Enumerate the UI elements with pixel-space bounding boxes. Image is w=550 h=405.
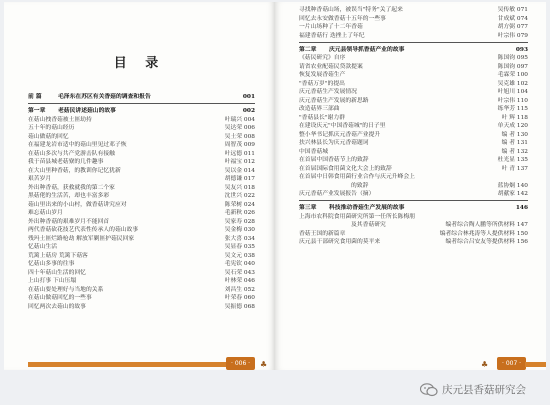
toc-entry-row[interactable] [299,221,528,230]
entry-author-page [225,184,255,193]
entry-author-page [498,32,528,41]
entry-page-number: 104 [516,89,528,95]
entry-page-number: 009 [243,142,255,148]
entry-title: 上海市农科院食用菌研究所第一任所长陈梅朋 [299,213,415,220]
entry-page-number: 115 [516,106,528,112]
entry-author-page [502,148,528,157]
entry-author: 练华芳 [497,106,516,112]
entry-title: 整小华书记抓庆元香菇产业提升 [299,131,381,138]
entry-page-number: 074 [516,15,528,22]
entry-author: 毛新秋 [224,210,243,216]
toc-entry-row[interactable] [28,252,255,261]
entry-title: 在首届中日韩食用菌行业合作与庆元升峰会上 [299,174,415,180]
entry-title: 庆元香菇生产发展的新思路 [299,97,369,104]
book-spread [4,2,546,370]
entry-author-page [440,230,528,239]
entry-title: 外出种香菇的艰难岁月不能回首 [28,218,110,225]
entry-title: 四十年菇山生活的回忆 [28,269,86,276]
entry-author: 叶远德 [224,150,243,157]
entry-page-number: 100 [516,72,528,78]
toc-chapter-row[interactable] [28,107,255,116]
entry-author: 胡德谦 [224,176,243,182]
entry-author: 甘成斌 [497,15,516,22]
entry-author-page [225,150,255,159]
entry-author-page [225,260,255,269]
entry-author-page [225,294,255,303]
entry-title: 外出种香菇，获救就我的第二个家 [28,184,115,191]
right-footer-bar [525,362,546,367]
entry-author: 编 者 [501,140,516,146]
entry-title: 难忘菇山岁月 [28,210,63,216]
entry-title: 寻找种香菇山场，被误当"特务"关了起来 [299,7,403,13]
toc-chapter-row[interactable] [299,204,528,213]
wechat-watermark [420,378,526,400]
toc-entry-row[interactable] [28,167,255,176]
right-toc-list [299,6,528,247]
left-footer-bar [28,362,234,367]
entry-author: 吴达荣 [224,125,243,131]
entry-author-page [225,124,255,133]
toc-chapter-row[interactable] [28,93,255,102]
entry-author: 吴文元 [224,252,243,259]
entry-title: 《菇民研究》自序 [299,55,346,61]
toc-entry-row[interactable] [299,80,528,89]
entry-title: "香菇县长"谢力群 [299,114,345,121]
toc-entry-row[interactable] [28,184,255,193]
entry-title: 在福建龙岩市适中的菇山里见过邓子恢 [28,142,127,148]
entry-page-number: 006 [243,125,255,131]
entry-title: 忆菇山多事的往事 [28,261,75,267]
chapter-title: 科技推动香菇生产发展的故事 [329,205,405,211]
entry-author: 陈国钧 [497,63,516,70]
entry-author-page [498,97,528,106]
toc-entry-row[interactable] [299,15,528,24]
toc-entry-row[interactable] [28,150,255,159]
left-toc-list [28,93,255,311]
entry-author: 吴振德 [224,303,243,310]
entry-title: 菇山里出来的小山村，做香菇讲究应对 [28,201,127,208]
entry-page-number: 028 [243,218,255,225]
entry-author: 蓝协炯 [497,182,516,189]
entry-author-page [498,190,528,199]
entry-page-number: 077 [516,24,528,30]
toc-entry-row[interactable] [299,97,528,106]
entry-author: 陈国钧 [497,55,516,61]
entry-author-page [225,201,255,210]
toc-entry-row[interactable] [28,158,255,167]
entry-author: 编者综合吕安友等提供材料 [445,239,516,245]
entry-title: 在首届国际食用菌文化大会上的致辞 [299,165,392,172]
entry-page-number: 130 [516,131,528,138]
entry-title: 在建设庆元"中国香菇城"的日子里 [299,123,386,129]
entry-author: 毛宪钦 [224,261,243,267]
toc-entry-row[interactable] [28,124,255,133]
toc-entry-row[interactable] [28,218,255,227]
entry-page-number: 068 [243,303,255,310]
entry-page-number: 030 [243,227,255,233]
entry-author-page [498,63,528,72]
entry-author-page [502,114,528,123]
toc-entry-row[interactable] [299,114,528,123]
entry-title: 恢复发展香菇生产 [299,72,346,78]
toc-title: 目 录 [113,56,166,71]
toc-entry-row[interactable] [28,133,255,142]
toc-entry-row[interactable] [28,201,255,210]
entry-title: 庆元县干部研究食用菌的莫平来 [299,239,381,245]
entry-title: 在大山里种香菇，的教训你记忆犹新 [28,167,121,174]
toc-entry-row[interactable] [28,260,255,269]
entry-page-number: 012 [243,159,255,165]
toc-entry-row[interactable] [28,269,255,278]
toc-entry-row[interactable] [28,286,255,295]
toc-entry-row[interactable] [299,88,528,97]
entry-author: 编者综合林兆涛等人提供材料 [439,230,516,237]
entry-author: 吴家寿 [224,218,243,225]
entry-page-number: 146 [515,205,528,211]
toc-entry-row[interactable] [299,238,528,247]
entry-page-number: 118 [516,114,528,121]
entry-page-number: 102 [516,80,528,87]
entry-page-number: 131 [516,140,528,146]
entry-page-number: 038 [243,252,255,259]
toc-entry-row[interactable] [299,173,528,182]
toc-entry-row[interactable] [28,243,255,252]
entry-page-number: 079 [516,32,528,39]
toc-entry-row[interactable] [299,165,528,174]
chapter-number: 前 篇 [28,94,42,100]
entry-page-number: 004 [243,116,255,123]
toc-entry-row[interactable] [299,148,528,157]
chapter-title: 毛泽东在苏区有关香菇的调查和报告 [58,94,151,100]
left-page-number: · 006 · [226,357,255,370]
entry-author: 叶荣春 [224,295,243,301]
entry-author-page [225,133,255,142]
entry-author: 胡献家 [497,191,516,197]
mushroom-icon: ♣ [260,360,268,369]
entry-title: 菇山做菇的回忆 [28,133,69,140]
entry-author: 编 者 [501,131,516,138]
entry-author-page [502,131,528,140]
toc-entry-row[interactable] [299,63,528,72]
toc-entry-row[interactable] [299,6,528,15]
entry-page-number: 014 [243,167,255,174]
entry-page-number: 040 [243,261,255,267]
entry-author-page [225,175,255,184]
entry-author: 单天成 [497,123,516,129]
chapter-number: 第二章 [299,46,317,53]
entry-author-page [498,88,528,97]
toc-entry-row[interactable] [28,209,255,218]
entry-author: 吴显春 [224,244,243,250]
entry-author-page [225,218,255,227]
entry-page-number: 001 [242,94,255,100]
entry-title: 请省农业配菇民贷款提案 [299,63,363,70]
chapter-number: 第三章 [299,205,317,211]
entry-author-page [225,226,255,235]
chapter-number: 第一章 [28,108,46,114]
entry-page-number: 046 [243,278,255,284]
entry-page-number: 043 [243,269,255,276]
entry-author-page [498,80,528,89]
entry-page-number: 120 [516,123,528,129]
entry-author: 叶宗伟 [497,97,516,104]
entry-author: 叶 青 [501,165,516,172]
toc-entry-row[interactable] [299,131,528,140]
entry-author: 叶福宝 [224,159,243,165]
chapter-title: 老菇民讲述菇山的故事 [58,108,116,114]
entry-page-number: 071 [516,7,528,13]
entry-page-number: 034 [243,235,255,242]
toc-entry-row[interactable] [299,105,528,114]
toc-entry-row[interactable] [28,192,255,201]
entry-page-number: 150 [516,230,528,237]
toc-entry-row[interactable] [299,230,528,239]
section-divider [299,42,528,43]
entry-title: "香菇万岁"的提出 [299,80,345,87]
toc-entry-row[interactable] [299,213,528,222]
entry-title: 艰苦岁月 [28,176,52,182]
entry-title: 在菇山要处理好与当地的关系 [28,286,104,293]
entry-author-page [446,238,529,247]
right-page [275,2,546,370]
toc-entry-row[interactable] [299,71,528,80]
entry-title: 在菇山多次与共产党游击队有接触 [28,150,115,157]
entry-author-page [498,54,528,63]
entry-page-number: 060 [243,295,255,301]
toc-entry-row[interactable] [299,122,528,131]
entry-author-page [516,204,528,213]
wechat-icon [420,382,438,396]
entry-title: 在首届中国香菇节上的致辞 [299,157,369,163]
entry-title: 在菇山拽香菇被土匪劫持 [28,116,92,123]
entry-author: 胡方弼 [497,24,516,30]
entry-author-page [225,286,255,295]
entry-page-number: 095 [516,55,528,61]
entry-page-number: 110 [516,97,528,104]
entry-title: 一片山场种了十二年香菇 [299,24,363,30]
entry-author-page [225,116,255,125]
entry-page-number: 011 [243,150,255,157]
entry-author-page [225,252,255,261]
entry-title: 回忆两次去菇山的故事 [28,303,86,310]
toc-entry-row[interactable] [299,139,528,148]
entry-author: 叶 辉 [501,114,516,121]
entry-title: 扶兴林县长为庆元香菇题词 [299,140,369,146]
toc-entry-row[interactable] [28,303,255,312]
entry-page-number: 018 [243,184,255,191]
entry-page-number: 132 [516,148,528,155]
entry-page-number: 026 [243,210,255,216]
entry-page-number: 097 [516,63,528,70]
toc-entry-row[interactable] [299,32,528,41]
entry-author-page [498,71,528,80]
section-divider [28,103,255,104]
entry-title: 上山打事 下山压塌 [28,278,77,284]
entry-author-page [225,303,255,312]
watermark-label: 庆元县香菇研究会 [442,383,526,396]
entry-title: 及其香菇研究 [351,222,386,228]
toc-entry-row[interactable] [28,116,255,125]
entry-author-page [243,107,255,116]
entry-author-page [498,156,528,165]
entry-author: 毛霖荣 [497,72,516,78]
toc-entry-row[interactable] [299,190,528,199]
entry-author: 叶瑞兴 [224,116,243,123]
entry-author: 吴友兴 [224,184,243,191]
entry-title: 五十年的菇山经历 [28,125,75,131]
entry-title: 中国香菇城 [299,148,328,155]
entry-author: 编 者 [501,148,516,155]
entry-author: 叶宗伟 [497,32,516,39]
entry-author: 沈世兴 [224,193,243,199]
entry-author-page [498,15,528,24]
entry-author-page [498,23,528,32]
entry-title: 的致辞 [351,182,369,189]
entry-title: 香菇王国的新篇章 [299,230,346,237]
entry-page-number: 135 [516,157,528,163]
entry-author-page [502,139,528,148]
toc-entry-row[interactable] [299,54,528,63]
toc-chapter-row[interactable] [299,46,528,55]
right-page-number: · 007 · [497,357,526,370]
toc-entry-row[interactable] [299,23,528,32]
entry-author-page [498,105,528,114]
entry-page-number: 093 [515,46,528,53]
entry-page-number: 140 [516,182,528,189]
toc-entry-row[interactable] [299,156,528,165]
entry-title: 荒篱上菇房 荒篱下菇客 [28,252,88,259]
entry-author-page [225,167,255,176]
toc-entry-row[interactable] [28,235,255,244]
entry-page-number: 147 [516,222,528,228]
entry-page-number: 052 [243,286,255,293]
entry-author: 周智茂 [224,142,243,148]
entry-author-page [502,165,528,174]
entry-author: 叶旭川 [497,89,516,95]
entry-page-number: 017 [243,176,255,182]
entry-page-number: 024 [243,201,255,208]
entry-author-page [498,122,528,131]
entry-author: 吴传敏 [497,7,516,13]
entry-author: 刘昌生 [224,286,243,293]
chapter-title: 庆元县领导抓香菇产业的故事 [329,46,405,53]
entry-author-page [446,221,529,230]
entry-title: 福建香菇行 迭挫上了年纪 [299,32,365,39]
entry-title: 我于苗县城老菇寮的几件趣事 [28,159,104,165]
toc-entry-row[interactable] [28,175,255,184]
toc-entry-row[interactable] [299,182,528,191]
entry-author-page [225,277,255,286]
entry-author-page [498,6,528,15]
entry-author: 陈荣树 [224,201,243,208]
mushroom-icon: ♣ [481,360,489,369]
entry-page-number: 022 [243,193,255,199]
entry-title: 改造菇界三部曲 [299,106,340,112]
entry-author-page [225,141,255,150]
entry-author-page [225,158,255,167]
entry-title: 在菇山做菇回忆的一些事 [28,295,92,301]
entry-author: 吴以金 [224,167,243,174]
entry-title: 两代香菇砍花技艺代表性传承人的菇山故事 [28,227,139,233]
entry-page-number: 035 [243,244,255,250]
entry-author: 杜光显 [497,157,516,163]
entry-page-number: 002 [242,108,255,114]
entry-page-number: 008 [243,133,255,140]
entry-page-number: 142 [516,191,528,197]
entry-author-page [225,209,255,218]
entry-title: 忆菇山生活 [28,244,57,250]
entry-author: 叶林荣 [224,278,243,284]
toc-entry-row[interactable] [28,294,255,303]
entry-author: 张大喜 [224,235,243,242]
left-page [4,2,275,370]
toc-entry-row[interactable] [28,141,255,150]
entry-author-page [516,46,528,55]
entry-author: 吴土荣 [224,133,243,140]
entry-title: 庆元香菇生产发展情况 [299,89,357,95]
entry-author-page [225,269,255,278]
entry-author: 编者综合陶人鹏等所供材料 [445,222,516,228]
entry-title: 残玛土匪烂路枪劫 解放军剿匪护菇民回家 [28,235,135,242]
toc-entry-row[interactable] [28,226,255,235]
toc-entry-row[interactable] [28,277,255,286]
entry-title: 庆元香菇产业发展报告（摘） [299,191,375,197]
entry-page-number: 156 [516,239,528,245]
entry-author: 吴金梅 [224,227,243,233]
entry-author-page [243,93,255,102]
entry-author-page [225,235,255,244]
entry-title: 黑菇佬的生活苦，却也丰富多彩 [28,193,110,199]
entry-author-page [225,243,255,252]
section-divider [299,200,528,201]
entry-author: 吴克雄 [497,80,516,87]
entry-page-number: 137 [516,165,528,172]
entry-author-page [225,192,255,201]
entry-title: 回忆去永安做香菇十五年的一些事 [299,15,386,22]
entry-author-page [498,182,528,191]
entry-author: 吴石荣 [224,269,243,276]
